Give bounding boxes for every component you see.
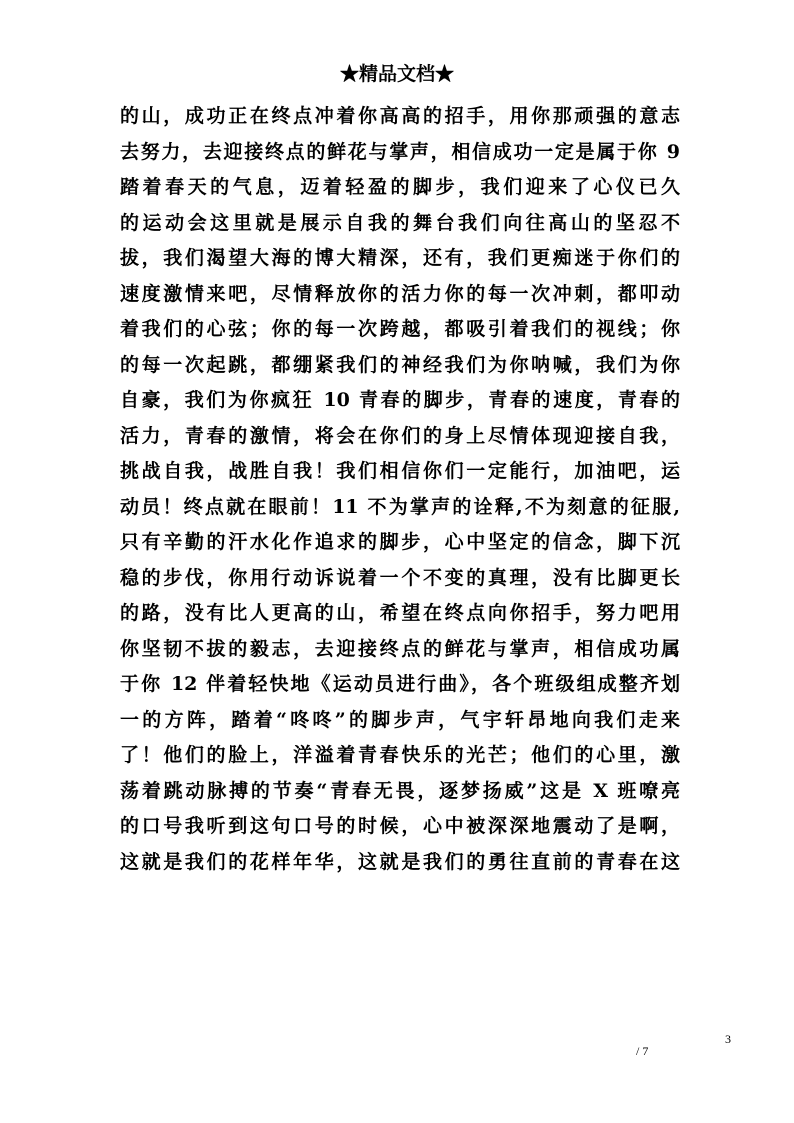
document-header-title: ★精品文档★ <box>339 63 454 85</box>
page-number: 3 <box>725 1032 731 1046</box>
body-line: 只有辛勤的汗水化作追求的脚步，心中坚定的信念，脚下沉 <box>120 531 680 553</box>
body-line: 你坚韧不拔的毅志，去迎接终点的鲜花与掌声，相信成功属 <box>120 637 680 660</box>
body-line: 的山，成功正在终点冲着你高高的招手，用你那顽强的意志 <box>120 105 680 127</box>
body-line: 动员！终点就在眼前！11 不为掌声的诠释,不为刻意的征服, <box>120 495 680 518</box>
body-line: 的每一次起跳，都绷紧我们的神经我们为你呐喊，我们为你 <box>120 353 680 376</box>
body-line: 了！他们的脸上，洋溢着青春快乐的光芒；他们的心里，激 <box>120 744 680 766</box>
body-line: 活力，青春的激情，将会在你们的身上尽情体现迎接自我， <box>120 424 680 447</box>
body-line: 稳的步伐，你用行动诉说着一个不变的真理，没有比脚更长 <box>120 566 680 589</box>
body-line: 挑战自我，战胜自我！我们相信你们一定能行，加油吧，运 <box>120 460 680 482</box>
body-line: 拔，我们渴望大海的博大精深，还有，我们更痴迷于你们的 <box>120 247 680 269</box>
body-line: 的口号我听到这句口号的时候，心中被深深地震动了是啊， <box>120 815 680 837</box>
body-line: 着我们的心弦；你的每一次跨越，都吸引着我们的视线；你 <box>120 318 680 340</box>
body-line: 去努力，去迎接终点的鲜花与掌声，相信成功一定是属于你 9 <box>120 140 680 163</box>
body-line: 一的方阵，踏着“咚咚”的脚步声，气宇轩昂地向我们走来 <box>120 708 680 731</box>
body-line: 速度激情来吧，尽情释放你的活力你的每一次冲刺，都叩动 <box>120 282 680 305</box>
body-line: 的路，没有比人更高的山，希望在终点向你招手，努力吧用 <box>120 602 680 624</box>
body-line: 这就是我们的花样年华，这就是我们的勇往直前的青春在这 <box>120 850 680 873</box>
body-line: 于你 12 伴着轻快地《运动员进行曲》，各个班级组成整齐划 <box>120 673 680 695</box>
body-line: 荡着跳动脉搏的节奏“青春无畏，逐梦扬威”这是 X 班嘹亮 <box>120 779 680 802</box>
body-line: 自豪，我们为你疯狂 10 青春的脚步，青春的速度，青春的 <box>120 389 680 411</box>
body-line: 踏着春天的气息，迈着轻盈的脚步，我们迎来了心仪已久 <box>120 176 680 198</box>
page-total: / 7 <box>636 1044 649 1058</box>
document-body <box>120 99 680 880</box>
body-line: 的运动会这里就是展示自我的舞台我们向往高山的坚忍不 <box>120 211 680 234</box>
